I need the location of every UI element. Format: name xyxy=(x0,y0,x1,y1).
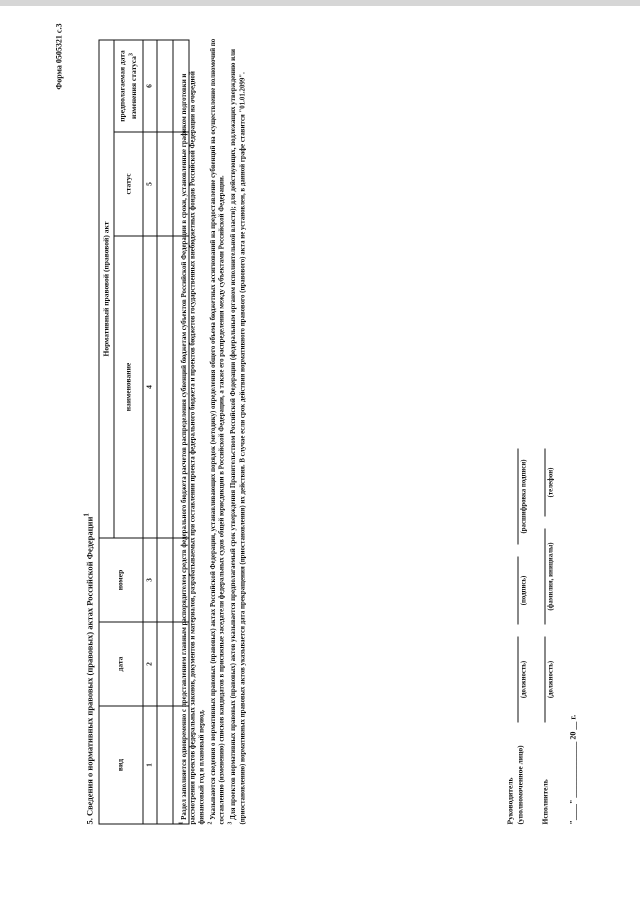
col-header-kind: вид xyxy=(99,706,143,824)
section-title-footnote: 1 xyxy=(82,513,91,517)
executor-cap-phone: (телефон) xyxy=(547,467,555,498)
table-cell[interactable] xyxy=(157,706,173,824)
table-cell[interactable] xyxy=(157,40,173,132)
col-num-3: 3 xyxy=(143,538,157,622)
table-cell[interactable] xyxy=(157,538,173,622)
footnote-2 xyxy=(208,35,228,825)
col-num-2: 2 xyxy=(143,622,157,706)
col-num-1: 1 xyxy=(143,706,157,824)
section-title-text: 5. Сведения о нормативных правовых (правовых) актах Российской Федерации xyxy=(84,516,95,825)
footnote-1-num: 1 xyxy=(178,821,185,825)
date-line[interactable]: "____" ______________ 20 __ г. xyxy=(568,714,578,825)
footnote-3-num: 3 xyxy=(227,821,234,825)
col-num-6: 6 xyxy=(143,40,157,132)
form-code: Форма 0505321 с.3 xyxy=(54,23,64,90)
section-title xyxy=(83,513,96,824)
footnote-1 xyxy=(179,35,208,825)
col-num-4: 4 xyxy=(143,236,157,538)
table-header-row xyxy=(99,40,114,824)
table-cell[interactable] xyxy=(157,622,173,706)
col-header-name: наименование xyxy=(114,236,143,538)
head-cap-position: (должность) xyxy=(520,660,528,699)
footnotes xyxy=(179,35,249,825)
executor-cap-position: (должность) xyxy=(547,660,555,699)
footnote-3-text: Для проектов нормативных правовых (правовых) актов указывается предполагаемый срок утверждения Правительством Российской Федерации (федеральным органом исполнительной власти); для действующих, подлежащих утверждению или (приостановлению) нормативных правовых актов указывается дата прекращения (приостановления) их действия. В случае если срок действия нормативного правового (правового) акта не установлен, в данной графе ставится "01.01.2099". xyxy=(230,49,247,825)
rotated-page xyxy=(1,0,640,905)
col-header-status-date-footnote: 3 xyxy=(127,53,135,57)
col-header-number: номер xyxy=(99,538,143,622)
executor-cap-name: (фамилия, инициалы) xyxy=(547,542,555,611)
executor-name-line[interactable] xyxy=(535,529,546,625)
footnote-1-text: Раздел заполняется одновременно с представлением главным распорядителем средств федерального бюджета расчетов распределения субвенций бюджетам субъектов Российской Федерации в сроки, установленные графиком подготовки и рассмотрения проектов федеральных законов, документов и материалов, разрабатываемых при составлении проекта федерального бюджета и проектов бюджетов государственных внебюджетных фондов Российской Федерации на очередной финансовый год и плановый период. xyxy=(180,71,206,825)
acts-table xyxy=(99,39,190,824)
col-header-date: дата xyxy=(99,622,143,706)
group-header-act: Нормативный правовой (правовой) акт xyxy=(99,40,114,538)
head-cap-decode: (расшифровка подписи) xyxy=(520,459,528,534)
footnote-2-num: 2 xyxy=(207,821,214,825)
head-signature-line[interactable] xyxy=(508,557,519,625)
col-header-status-date xyxy=(114,40,143,132)
executor-role: Исполнитель xyxy=(540,779,550,825)
head-role-sub: (уполномоченное лицо) xyxy=(515,745,525,825)
col-num-5: 5 xyxy=(143,132,157,236)
col-header-status: статус xyxy=(114,132,143,236)
head-cap-signature: (подпись) xyxy=(520,575,528,606)
head-decode-line[interactable] xyxy=(508,449,519,545)
head-role: Руководитель xyxy=(505,777,515,825)
executor-position-line[interactable] xyxy=(535,637,546,723)
col-header-status-date-text: предполагаемая дата изменения статуса xyxy=(117,50,138,122)
executor-phone-line[interactable] xyxy=(535,449,546,517)
head-position-line[interactable] xyxy=(508,637,519,723)
table-row xyxy=(157,40,173,824)
footnote-3 xyxy=(228,35,248,825)
footnote-2-text: Указываются сведения о нормативных правовых (правовых) актах Российской Федерации, устанавливающих порядок (методику) определения общего объема бюджетных ассигнований на предоставление субвенций на осуществление полномочий по составлению (изменению) списков кандидатов в присяжные заседатели федеральных судов общей юрисдикции в Российской Федерации, а также его распределения между субъектами Российской Федерации. xyxy=(210,38,226,825)
table-number-row xyxy=(143,40,157,824)
table-cell[interactable] xyxy=(157,236,173,538)
table-cell[interactable] xyxy=(157,132,173,236)
